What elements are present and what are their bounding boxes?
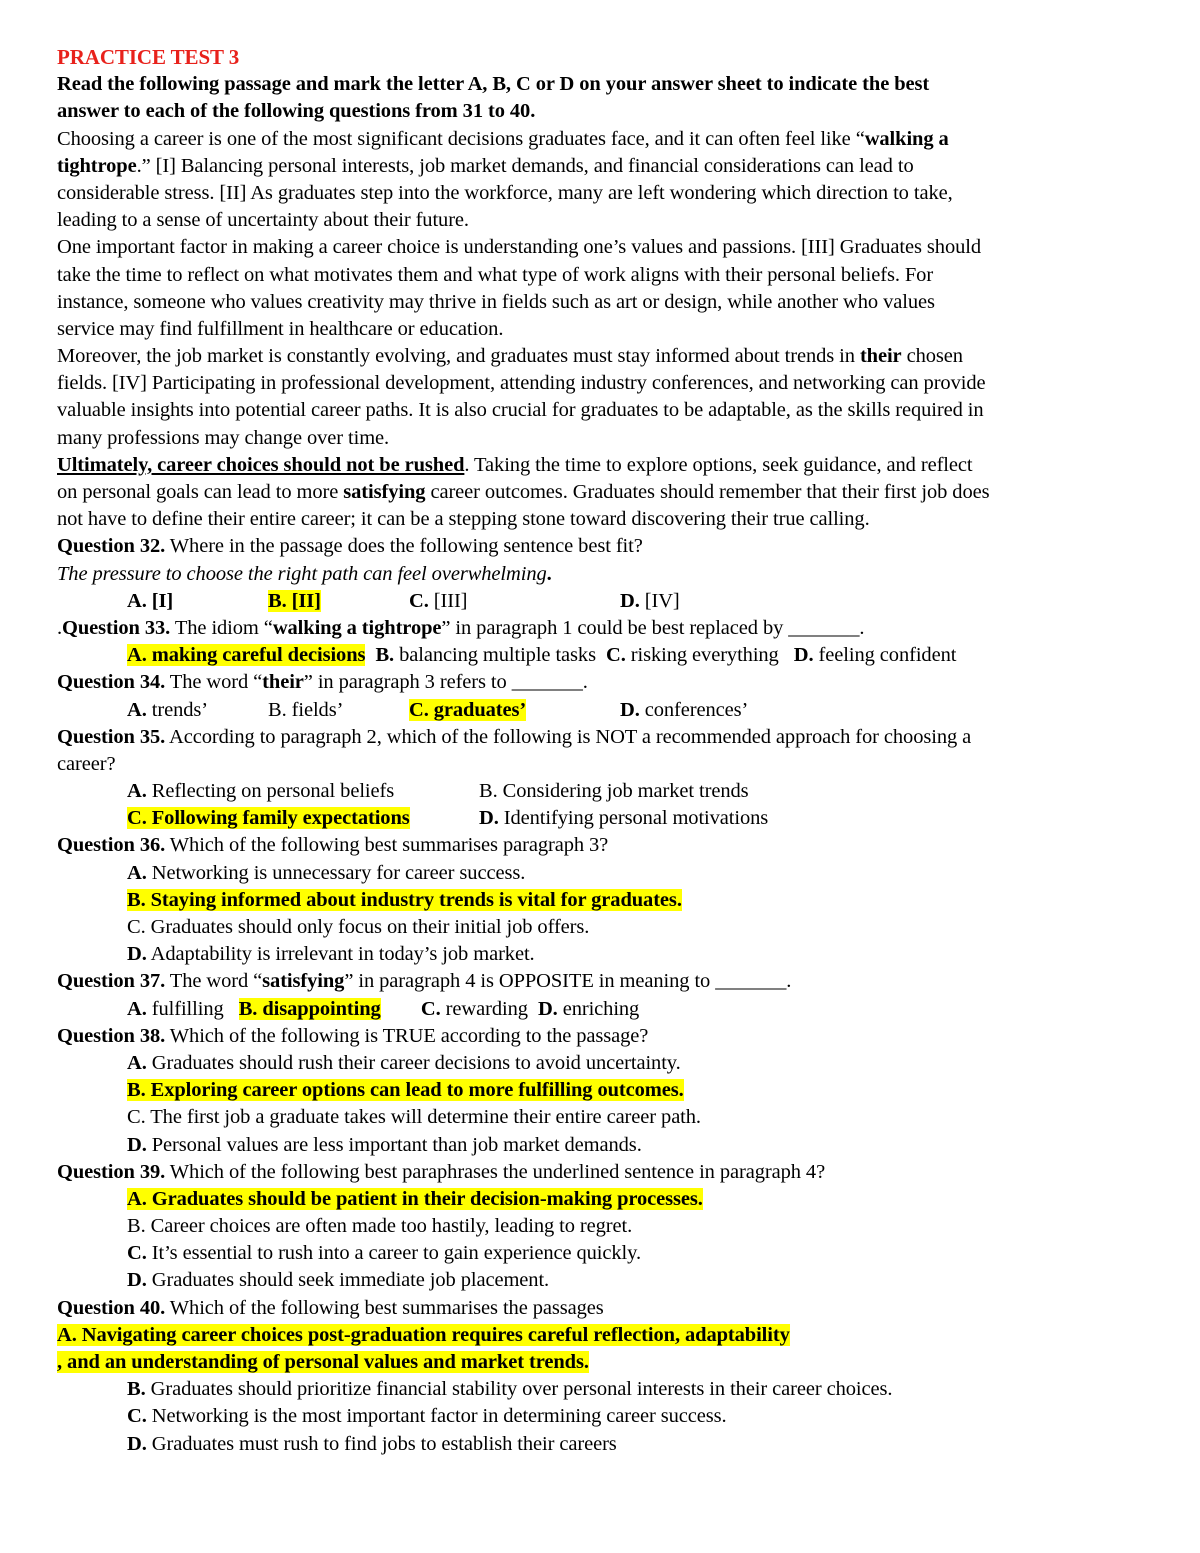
passage-p2-line-2: take the time to reflect on what motivates them and what type of work aligns with their personal beliefs. For [57,263,934,286]
option-a[interactable]: A. Graduates should rush their career decisions to avoid uncertainty. [127,1051,681,1074]
option-b[interactable]: B. Exploring career options can lead to more fulfilling outcomes. [127,1079,684,1102]
passage-p4-line-2: on personal goals can lead to more satisfying career outcomes. Graduates should remember that their first job does [57,481,990,503]
option-b[interactable]: B. balancing multiple tasks [375,644,596,667]
option-c[interactable]: C. rewarding [420,997,528,1020]
option-d[interactable]: D. conferences’ [620,698,749,721]
passage-p1-line-1: Choosing a career is one of the most significant decisions graduates face, and it can often feel like “walking a [57,127,949,150]
option-d[interactable]: D. Graduates should seek immediate job placement. [127,1269,550,1292]
option-b[interactable]: B. Graduates should prioritize financial stability over personal interests in their career choices. [127,1378,893,1401]
question-37-options [57,996,1157,1023]
document-page [57,44,1157,1458]
passage-p3-line-4: many professions may change over time. [57,426,390,449]
passage-p4-line-3: not have to define their entire career; it can be a stepping stone toward discovering their true calling. [57,508,870,531]
option-c[interactable]: C. Graduates should only focus on their initial job offers. [127,916,590,938]
option-d[interactable]: D. feeling confident [793,644,957,667]
question-33-options [57,642,1157,669]
idiom-highlight: walking a [864,127,949,150]
question-32-sentence: The pressure to choose the right path can feel overwhelming. [57,562,552,585]
option-a[interactable]: A. making careful decisions [127,644,366,667]
question-35-line-2: career? [57,752,116,775]
question-37: Question 37. The word “satisfying” in paragraph 4 is OPPOSITE in meaning to _______. [57,970,792,993]
passage-p1-line-2: tightrope.” [I] Balancing personal interests, job market demands, and financial considerations can lead to [57,154,914,177]
option-a-line-1[interactable]: A. Navigating career choices post-graduation requires careful reflection, adaptability [57,1323,790,1346]
underlined-sentence: Ultimately, career choices should not be rushed [57,453,465,476]
option-c[interactable]: C. It’s essential to rush into a career to gain experience quickly. [127,1242,641,1265]
option-c[interactable]: C. risking everything [606,644,779,667]
question-32-options [57,588,1157,615]
question-35-options-row-1 [57,778,1157,805]
question-38: Question 38. Which of the following is TRUE according to the passage? [57,1024,649,1047]
question-34: Question 34. The word “their” in paragraph 3 refers to _______. [57,671,588,694]
option-b[interactable]: B. [II] [268,589,321,612]
option-a-line-2[interactable]: , and an understanding of personal values and market trends. [57,1351,589,1373]
passage-p1-line-3: considerable stress. [II] As graduates step into the workforce, many are left wondering which direction to take, [57,181,953,204]
option-a[interactable]: A. Graduates should be patient in their decision-making processes. [127,1187,703,1210]
page-title: PRACTICE TEST 3 [57,45,240,69]
option-d[interactable]: D. enriching [537,997,640,1020]
option-a[interactable]: A. Networking is unnecessary for career success. [127,861,526,884]
option-c[interactable]: C. [III] [409,589,468,612]
option-d[interactable]: D. [IV] [620,589,680,612]
instruction-line-1: Read the following passage and mark the letter A, B, C or D on your answer sheet to indicate the best [57,73,930,96]
option-d[interactable]: D. Adaptability is irrelevant in today’s job market. [127,943,535,966]
option-d[interactable]: D. Graduates must rush to find jobs to establish their careers [127,1432,617,1455]
instruction-line-2: answer to each of the following questions from 31 to 40. [57,100,536,123]
passage-p2-line-3: instance, someone who values creativity may thrive in fields such as art or design, while another who values [57,290,935,313]
question-33: .Question 33. The idiom “walking a tightrope” in paragraph 1 could be best replaced by _______. [57,616,865,639]
option-d[interactable]: D. Identifying personal motivations [479,807,769,830]
question-34-options [57,697,1157,724]
option-d[interactable]: D. Personal values are less important than job market demands. [127,1133,642,1156]
question-36: Question 36. Which of the following best summarises paragraph 3? [57,834,609,857]
option-c[interactable]: C. Networking is the most important factor in determining career success. [127,1405,727,1428]
question-35: Question 35. According to paragraph 2, which of the following is NOT a recommended approach for choosing a [57,725,972,748]
option-a[interactable]: A. fulfilling [127,997,224,1020]
passage-p3-line-2: fields. [IV] Participating in professional development, attending industry conferences, and networking can provide [57,372,986,395]
passage-p1-line-4: leading to a sense of uncertainty about their future. [57,209,469,232]
passage-p3-line-1: Moreover, the job market is constantly evolving, and graduates must stay informed about trends in their chosen [57,345,963,368]
option-b[interactable]: B. fields’ [268,698,344,721]
option-c[interactable]: C. The first job a graduate takes will determine their entire career path. [127,1106,701,1129]
option-b[interactable]: B. Staying informed about industry trends is vital for graduates. [127,888,682,911]
option-c[interactable]: C. graduates’ [409,698,527,721]
option-b[interactable]: B. disappointing [238,997,381,1020]
question-32: Question 32. Where in the passage does the following sentence best fit? [57,535,643,558]
option-b[interactable]: B. Considering job market trends [479,780,749,803]
passage-p4-line-1: Ultimately, career choices should not be rushed. Taking the time to explore options, seek guidance, and reflect [57,453,973,476]
option-a[interactable]: A. Reflecting on personal beliefs [127,780,395,803]
passage-p2-line-4: service may find fulfillment in healthcare or education. [57,317,504,340]
option-a[interactable]: A. [I] [127,589,174,612]
question-39: Question 39. Which of the following best paraphrases the underlined sentence in paragraph 4? [57,1160,826,1183]
option-c[interactable]: C. Following family expectations [127,807,410,830]
question-35-options-row-2 [57,805,1157,832]
option-b[interactable]: B. Career choices are often made too hastily, leading to regret. [127,1215,633,1238]
passage-p2-line-1: One important factor in making a career choice is understanding one’s values and passions. [III] Graduates should [57,236,982,259]
question-40: Question 40. Which of the following best summarises the passages [57,1296,604,1319]
passage-p3-line-3: valuable insights into potential career paths. It is also crucial for graduates to be adaptable, as the skills required in [57,399,984,422]
option-a[interactable]: A. trends’ [127,698,208,721]
